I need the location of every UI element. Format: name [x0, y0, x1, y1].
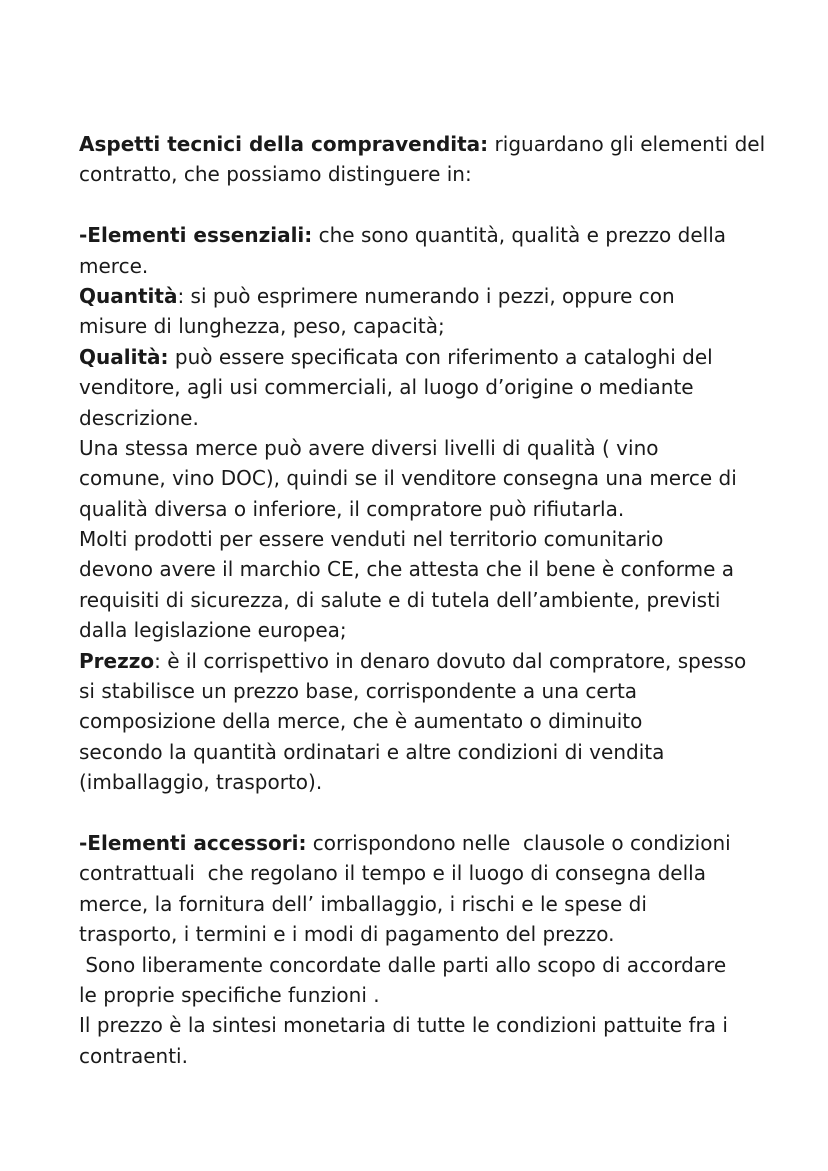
- quality-line: descrizione.: [79, 405, 199, 430]
- quality-line: comune, vino DOC), quindi se il venditore consegna una merce di: [79, 466, 737, 491]
- spacer: [79, 798, 779, 828]
- accessories-line-1: [79, 828, 779, 858]
- price-term: Prezzo: [79, 648, 155, 673]
- intro-line-1: [79, 129, 779, 159]
- accessories-line: Il prezzo è la sintesi monetaria di tutte le condizioni pattuite fra i: [79, 1013, 728, 1038]
- spacer: [79, 190, 779, 220]
- accessories-heading: -Elementi accessori:: [79, 830, 307, 855]
- price-line: (imballaggio, trasporto).: [79, 770, 323, 795]
- quality-line: devono avere il marchio CE, che attesta che il bene è conforme a: [79, 557, 735, 582]
- quality-line: Una stessa merce può avere diversi livelli di qualità ( vino: [79, 435, 659, 460]
- accessories-line-1-text: corrispondono nelle clausole o condizioni: [306, 830, 731, 855]
- accessories-line: contrattuali che regolano il tempo e il luogo di consegna della: [79, 861, 706, 886]
- quality-line: venditore, agli usi commerciali, al luogo d’origine o mediante: [79, 375, 694, 400]
- price-line: secondo la quantità ordinatari e altre condizioni di vendita: [79, 739, 665, 764]
- accessories-line: merce, la fornitura dell’ imballaggio, i rischi e le spese di: [79, 891, 647, 916]
- quality-line: qualità diversa o inferiore, il compratore può rifiutarla.: [79, 496, 625, 521]
- intro-heading: Aspetti tecnici della compravendita:: [79, 132, 489, 156]
- price-line: composizione della merce, che è aumentato o diminuito: [79, 709, 643, 734]
- quality-line-1-text: può essere specificata con riferimento a cataloghi del: [168, 344, 713, 369]
- accessories-line: contraenti.: [79, 1043, 188, 1068]
- quality-line: requisiti di sicurezza, di salute e di tutela dell’ambiente, previsti: [79, 587, 721, 612]
- price-line-1-text: : è il corrispettivo in denaro dovuto dal compratore, spesso: [154, 648, 747, 673]
- essentials-line-1-text: che sono quantità, qualità e prezzo della: [312, 223, 727, 248]
- quality-line-1: [79, 342, 779, 372]
- intro-line-2: contratto, che possiamo distinguere in:: [79, 162, 472, 187]
- intro-line-1-text: riguardano gli elementi del: [488, 132, 766, 156]
- quality-term: Qualità:: [79, 344, 169, 369]
- accessories-line: trasporto, i termini e i modi di pagamento del prezzo.: [79, 922, 615, 947]
- quality-line: Molti prodotti per essere venduti nel territorio comunitario: [79, 527, 664, 552]
- document-page: [79, 129, 779, 1071]
- price-line: si stabilisce un prezzo base, corrispondente a una certa: [79, 679, 638, 704]
- quality-line: dalla legislazione europea;: [79, 618, 347, 643]
- price-line-1: [79, 646, 779, 676]
- quantity-line-1-text: : si può esprimere numerando i pezzi, oppure con: [177, 283, 675, 308]
- quantity-term: Quantità: [79, 283, 178, 308]
- essentials-line-2: merce.: [79, 253, 149, 278]
- quantity-line-1: [79, 281, 779, 311]
- essentials-line-1: [79, 220, 779, 250]
- quantity-line-2: misure di lunghezza, peso, capacità;: [79, 314, 445, 339]
- accessories-line: Sono liberamente concordate dalle parti allo scopo di accordare: [79, 952, 727, 977]
- accessories-line: le proprie specifiche funzioni .: [79, 982, 380, 1007]
- essentials-heading: -Elementi essenziali:: [79, 223, 313, 248]
